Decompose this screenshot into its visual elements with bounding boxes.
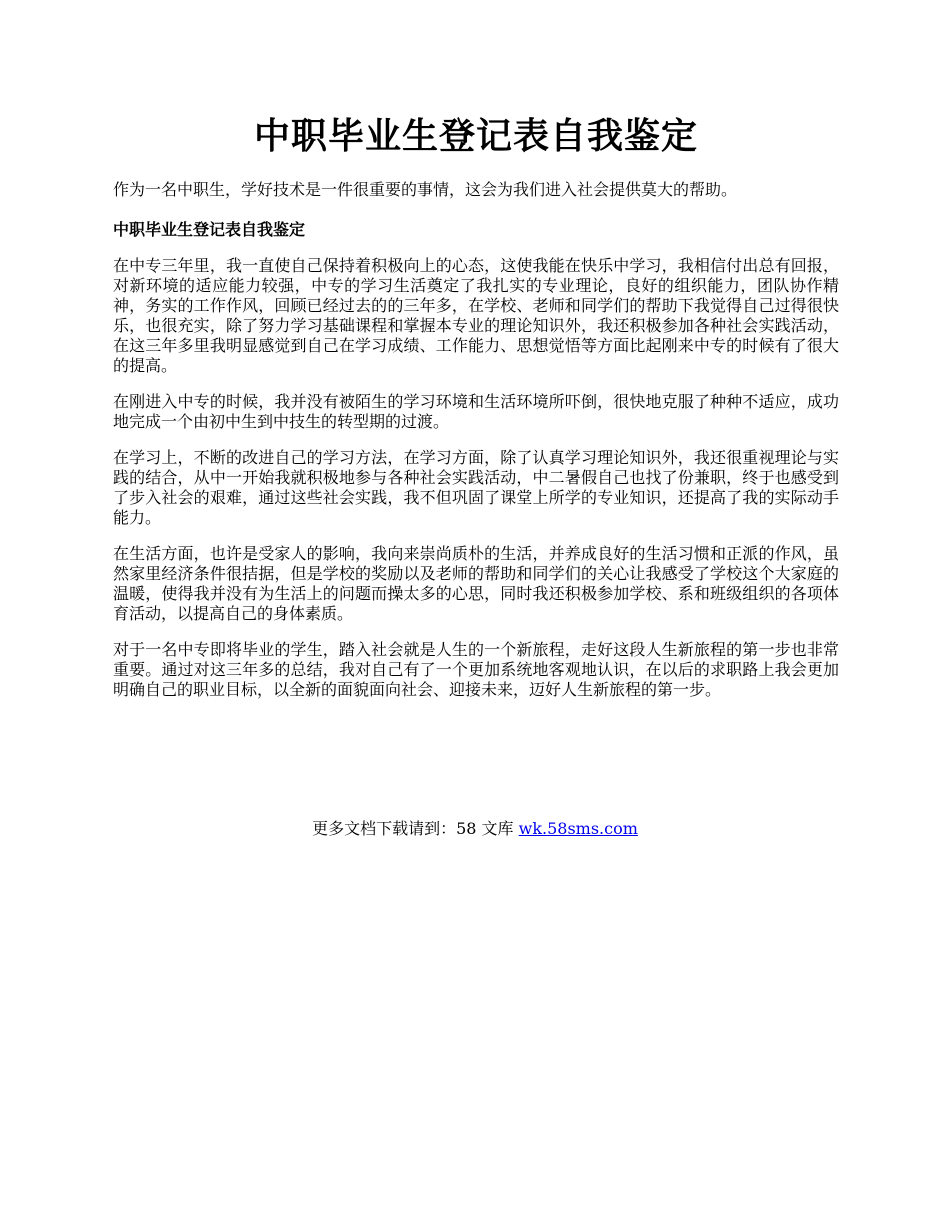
section-heading: 中职毕业生登记表自我鉴定 — [113, 220, 306, 239]
body-paragraph-5: 对于一名中专即将毕业的学生，踏入社会就是人生的一个新旅程，走好这段人生新旅程的第一步也非常重要。通过对这三年多的总结，我对自己有了一个更加系统地客观地认识，在以后的求职路上我会更加明确自己的职业目标，以全新的面貌面向社会、迎接未来，迈好人生新旅程的第一步。 — [113, 640, 839, 699]
body-paragraph-3: 在学习上，不断的改进自己的学习方法，在学习方面，除了认真学习理论知识外，我还很重视理论与实践的结合，从中一开始我就积极地参与各种社会实践活动，中二暑假自己也找了份兼职，终于也感受到了步入社会的艰难，通过这些社会实践，我不但巩固了课堂上所学的专业知识，还提高了我的实际动手能力。 — [113, 448, 839, 527]
footer-text: 更多文档下载请到：58 文库 — [312, 819, 519, 838]
download-footer — [0, 817, 950, 841]
body-paragraph-2: 在刚进入中专的时候，我并没有被陌生的学习环境和生活环境所吓倒，很快地克服了种种不适应，成功地完成一个由初中生到中技生的转型期的过渡。 — [113, 392, 839, 431]
document-title: 中职毕业生登记表自我鉴定 — [253, 115, 698, 157]
body-paragraph-4: 在生活方面，也许是受家人的影响，我向来崇尚质朴的生活，并养成良好的生活习惯和正派的作风，虽然家里经济条件很拮据，但是学校的奖励以及老师的帮助和同学们的关心让我感受了学校这个大家庭的温暖，使得我并没有为生活上的问题而操太多的心思，同时我还积极参加学校、系和班级组织的各项体育活动，以提高自己的身体素质。 — [113, 544, 839, 623]
document-body — [113, 178, 839, 716]
body-paragraph-1: 在中专三年里，我一直使自己保持着积极向上的心态，这使我能在快乐中学习，我相信付出总有回报，对新环境的适应能力较强，中专的学习生活奠定了我扎实的专业理论，良好的组织能力，团队协作精神，务实的工作作风，回顾已经过去的的三年多，在学校、老师和同学们的帮助下我觉得自己过得很快乐，也很充实，除了努力学习基础课程和掌握本专业的理论知识外，我还积极参加各种社会实践活动，在这三年多里我明显感觉到自己在学习成绩、工作能力、思想觉悟等方面比起刚来中专的时候有了很大的提高。 — [113, 256, 839, 375]
footer-link[interactable]: wk.58sms.com — [518, 819, 638, 838]
intro-paragraph: 作为一名中职生，学好技术是一件很重要的事情，这会为我们进入社会提供莫大的帮助。 — [113, 180, 738, 199]
